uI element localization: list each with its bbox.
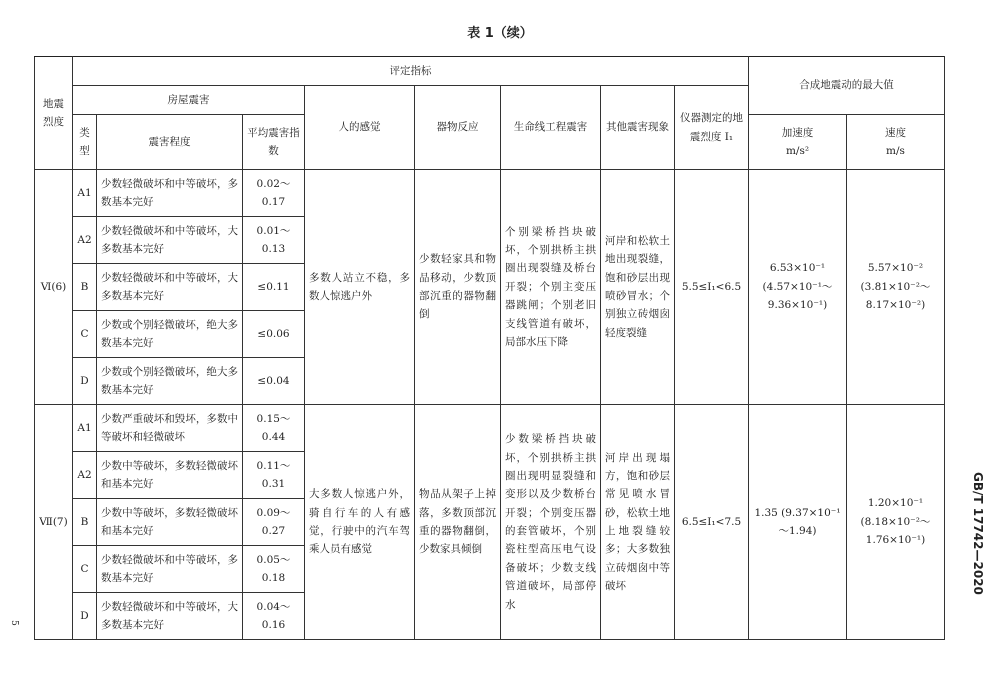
index-cell: 0.02～0.17	[243, 170, 305, 217]
intensity-cell: Ⅶ(7)	[35, 405, 73, 640]
degree-cell: 少数中等破坏，多数轻微破坏和基本完好	[97, 452, 243, 499]
type-cell: A2	[73, 217, 97, 264]
type-cell: D	[73, 358, 97, 405]
index-cell: 0.05～0.18	[243, 546, 305, 593]
header-eval: 评定指标	[73, 57, 749, 86]
type-cell: C	[73, 311, 97, 358]
header-instrument: 仪器测定的地震烈度 I₁	[675, 86, 749, 170]
index-cell: ≤0.11	[243, 264, 305, 311]
index-cell: 0.09～0.27	[243, 499, 305, 546]
type-cell: B	[73, 264, 97, 311]
standard-code: GB/T 17742—2020	[971, 472, 985, 595]
header-object-reaction: 器物反应	[415, 86, 501, 170]
type-cell: A1	[73, 170, 97, 217]
degree-cell: 少数严重破坏和毁坏，多数中等破坏和轻微破坏	[97, 405, 243, 452]
degree-cell: 少数中等破坏，多数轻微破坏和基本完好	[97, 499, 243, 546]
intensity-table	[34, 56, 945, 640]
header-damage-degree: 震害程度	[97, 115, 243, 170]
degree-cell: 少数轻微破坏和中等破坏，多数基本完好	[97, 170, 243, 217]
velocity-cell: 1.20×10⁻¹ (8.18×10⁻²～1.76×10⁻¹)	[847, 405, 945, 640]
instrument-cell: 6.5≤I₁<7.5	[675, 405, 749, 640]
page-number: 5	[8, 620, 19, 626]
degree-cell: 少数轻微破坏和中等破坏，大多数基本完好	[97, 593, 243, 640]
header-house-damage: 房屋震害	[73, 86, 305, 115]
degree-cell: 少数或个别轻微破坏，绝大多数基本完好	[97, 311, 243, 358]
other-cell: 河岸和松软土地出现裂缝，饱和砂层出现喷砂冒水；个别独立砖烟囱轻度裂缝	[601, 170, 675, 405]
object-reaction-cell: 少数轻家具和物品移动，少数顶部沉重的器物翻倒	[415, 170, 501, 405]
accel-cell: 1.35 (9.37×10⁻¹～1.94)	[749, 405, 847, 640]
header-human-feel: 人的感觉	[305, 86, 415, 170]
index-cell: ≤0.06	[243, 311, 305, 358]
type-cell: D	[73, 593, 97, 640]
table-title: 表 1（续）	[467, 26, 533, 41]
index-cell: 0.01～0.13	[243, 217, 305, 264]
degree-cell: 少数轻微破坏和中等破坏，多数基本完好	[97, 546, 243, 593]
degree-cell: 少数或个别轻微破坏，绝大多数基本完好	[97, 358, 243, 405]
degree-cell: 少数轻微破坏和中等破坏，大多数基本完好	[97, 264, 243, 311]
index-cell: ≤0.04	[243, 358, 305, 405]
instrument-cell: 5.5≤I₁<6.5	[675, 170, 749, 405]
header-avg-index: 平均震害指数	[243, 115, 305, 170]
velocity-cell: 5.57×10⁻² (3.81×10⁻²～8.17×10⁻²)	[847, 170, 945, 405]
header-type: 类型	[73, 115, 97, 170]
accel-cell: 6.53×10⁻¹ (4.57×10⁻¹～9.36×10⁻¹)	[749, 170, 847, 405]
header-intensity: 地震烈度	[35, 57, 73, 170]
header-max-value: 合成地震动的最大值	[749, 57, 945, 115]
degree-cell: 少数轻微破坏和中等破坏，大多数基本完好	[97, 217, 243, 264]
object-reaction-cell: 物品从架子上掉落，多数顶部沉重的器物翻倒，少数家具倾倒	[415, 405, 501, 640]
header-lifeline: 生命线工程震害	[501, 86, 601, 170]
lifeline-cell: 个别梁桥挡块破坏，个别拱桥主拱圈出现裂缝及桥台开裂；个别主变压器跳闸；个别老旧支线管道有破坏，局部水压下降	[501, 170, 601, 405]
header-other: 其他震害现象	[601, 86, 675, 170]
type-cell: A2	[73, 452, 97, 499]
human-feel-cell: 多数人站立不稳，多数人惊逃户外	[305, 170, 415, 405]
other-cell: 河岸出现塌方，饱和砂层常见喷水冒砂，松软土地上地裂缝较多；大多数独立砖烟囱中等破坏	[601, 405, 675, 640]
index-cell: 0.15～0.44	[243, 405, 305, 452]
type-cell: B	[73, 499, 97, 546]
header-velocity: 速度 m/s	[847, 115, 945, 170]
intensity-cell: Ⅵ(6)	[35, 170, 73, 405]
type-cell: C	[73, 546, 97, 593]
index-cell: 0.11～0.31	[243, 452, 305, 499]
header-accel: 加速度 m/s²	[749, 115, 847, 170]
type-cell: A1	[73, 405, 97, 452]
human-feel-cell: 大多数人惊逃户外，骑自行车的人有感觉，行驶中的汽车驾乘人员有感觉	[305, 405, 415, 640]
lifeline-cell: 少数梁桥挡块破坏，个别拱桥主拱圈出现明显裂缝和变形以及少数桥台开裂；个别变压器的套管破坏，个别瓷柱型高压电气设备破坏；少数支线管道破坏，局部停水	[501, 405, 601, 640]
index-cell: 0.04～0.16	[243, 593, 305, 640]
